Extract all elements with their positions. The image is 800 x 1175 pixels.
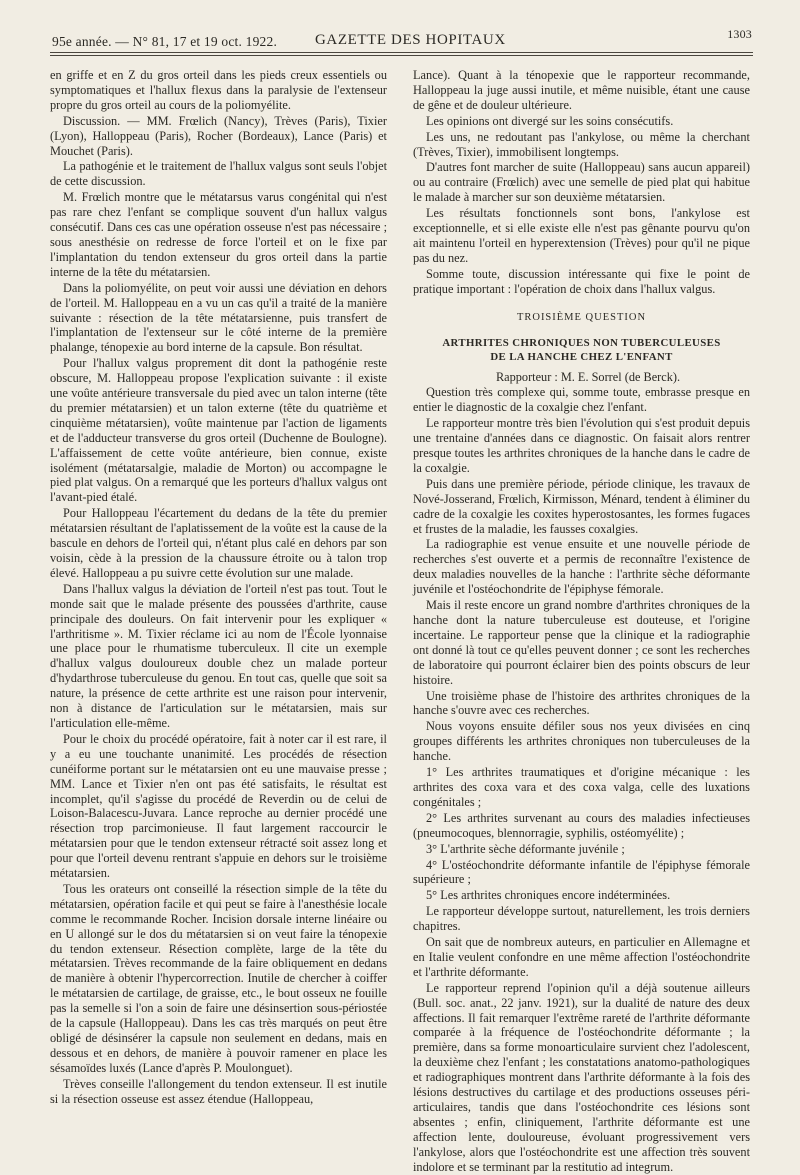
paragraph: Nous voyons ensuite défiler sous nos yeux divisées en cinq groupes différents les arthrites chroniques non tuberculeuses de la hanche. bbox=[413, 719, 750, 764]
right-column bbox=[413, 68, 750, 1174]
list-item: 2° Les arthrites survenant au cours des maladies infectieuses (pneumocoques, blennorragie, syphilis, ostéomyélite) ; bbox=[413, 810, 750, 840]
paragraph: Somme toute, discussion intéressante qui fixe le point de pratique important : l'opération de choix dans l'hallux valgus. bbox=[413, 266, 750, 296]
paragraph: Le rapporteur reprend l'opinion qu'il a déjà soutenue ailleurs (Bull. soc. anat., 22 janv. 1921), sur la dualité de nature des deux affections. Il fait remarquer l'extrême rareté de l'arthrite déformante comparée à la fréquence de l'ostéochondrite déformante ; la première, dans sa forme monoarticulaire survient chez l'adolescent, la deuxième chez l'enfant ; les constatations anatomo-pathologiques et radiographiques montrent dans l'arthrite déformante à la fois des lésions destructives du cartilage et des productions osseuses péri-articulaires, tandis que dans l'ostéochondrite ces lésions sont absentes ; enfin, cliniquement, l'arthrite déformante est une affection lente, douloureuse, évoluant progressivement vers l'ankylose, alors que l'ostéochondrite est une affection très souvent indolore et se terminant par la restitutio ad integrum. bbox=[413, 980, 750, 1174]
list-item: 5° Les arthrites chroniques encore indéterminées. bbox=[426, 888, 671, 903]
article-title bbox=[413, 336, 750, 364]
journal-title: GAZETTE DES HOPITAUX bbox=[315, 32, 506, 48]
paragraph: Question très complexe qui, somme toute, embrasse presque en entier le diagnostic de la coxalgie chez l'enfant. bbox=[413, 385, 750, 415]
article-title-line: DE LA HANCHE CHEZ L'ENFANT bbox=[490, 350, 673, 363]
paragraph: Tous les orateurs ont conseillé la résection simple de la tête du métatarsien, opération facile et qui peut se faire à l'anesthésie locale comme le recommande Rocher. Incision dorsale interne linéaire ou en U allongé sur le dos du métatarsien si on veut faire la ténopexie du tendon extenseur. Résection complète, large de la tête du métatarsien. Trèves recommande de la faire obliquement en dedans de manière à obtenir l'hypercorrection. Inutile de chercher à coiffer le métatarsien de cartilage, de graisse, etc., le bout osseux ne fouille pas la semelle si l'on a soin de faire une désinsertion sous-périostée de la capsule (Halloppeau). Dans les cas très marqués on peut être obligé de désinsérer la capsule non seulement en dedans, mais en dessous et en dehors, de manière à pouvoir ramener en place les sésamoïdes luxés (Lance d'après P. Moulonguet). bbox=[50, 881, 387, 1075]
paragraph: Lance). Quant à la ténopexie que le rapporteur recommande, Halloppeau la juge aussi inutile, et même nuisible, étant une cause de gêne et de douleur ultérieure. bbox=[413, 68, 750, 112]
paragraph: Le rapporteur montre très bien l'évolution qui s'est produit depuis une trentaine d'années dans ce diagnostic. On faisait alors rentrer presque toutes les arthrites chroniques de la hanche dans le cadre de la coxalgie. bbox=[413, 416, 750, 475]
paragraph: On sait que de nombreux auteurs, en particulier en Allemagne et en Italie veulent confondre en une même affection l'ostéochondrite et l'arthrite déformante. bbox=[413, 935, 750, 979]
paragraph: Les opinions ont divergé sur les soins consécutifs. bbox=[426, 113, 674, 128]
page-header bbox=[52, 27, 752, 52]
list-item: 1° Les arthrites traumatiques et d'origine mécanique : les arthrites des coxa vara et des coxa valga, celle des luxations congénitales ; bbox=[413, 765, 750, 809]
paragraph: La pathogénie et le traitement de l'hallux valgus sont seuls l'objet de cette discussion. bbox=[50, 159, 387, 189]
paragraph: Le rapporteur développe surtout, naturellement, les trois derniers chapitres. bbox=[413, 904, 750, 934]
paragraph: Puis dans une première période, période clinique, les travaux de Nové-Josserand, Frœlich, Kirmisson, Ménard, tendent à éliminer du cadre de la coxalgie les coxites hyperostosantes, les formes fugaces et frustes de la maladie, les fausses coxalgies. bbox=[413, 476, 750, 536]
page-number: 1303 bbox=[727, 27, 752, 41]
paragraph: en griffe et en Z du gros orteil dans les pieds creux essentiels ou symptomatiques et l'hallux flexus dans la paralysie de l'extenseur propre du gros orteil au cours de la poliomyélite. bbox=[50, 68, 387, 112]
section-heading: TROISIÈME QUESTION bbox=[516, 311, 647, 323]
paragraph: Les uns, ne redoutant pas l'ankylose, ou même la cherchant (Trèves, Tixier), immobilisent longtemps. bbox=[413, 129, 750, 159]
header-rule-thin bbox=[50, 55, 753, 56]
list-item: 4° L'ostéochondrite déformante infantile de l'épiphyse fémorale supérieure ; bbox=[413, 857, 750, 887]
paragraph: Trèves conseille l'allongement du tendon extenseur. Il est inutile si la résection osseuse est assez étendue (Halloppeau, bbox=[50, 1076, 387, 1106]
left-column bbox=[50, 68, 387, 1116]
paragraph: Dans la poliomyélite, on peut voir aussi une déviation en dehors de l'orteil. M. Halloppeau en a vu un cas qu'il a traité de la manière suivante : résection de la tête métatarsienne, puis transfert de l'implantation de l'extenseur sur le côté interne de la première phalange, ténopexie au bord interne de la capsule. Bon résultat. bbox=[50, 280, 387, 355]
paragraph: Les résultats fonctionnels sont bons, l'ankylose est exceptionnelle, et si elle existe elle n'est pas gênante pourvu qu'on ait maintenu l'orteil en hyperextension (Trèves) pour qu'il ne pique pas du nez. bbox=[413, 206, 750, 265]
paragraph: Une troisième phase de l'histoire des arthrites chroniques de la hanche s'ouvre avec ces recherches. bbox=[413, 688, 750, 718]
article-title-line: ARTHRITES CHRONIQUES NON TUBERCULEUSES bbox=[442, 336, 721, 349]
paragraph: Pour l'hallux valgus proprement dit dont la pathogénie reste obscure, M. Halloppeau propose l'explication suivante : il existe une voûte antérieure transversale du pied avec un talon interne (tête du premier métatarsien) et un talon externe (tête du quatrième et cinquième métatarsien), voûte maintenue par l'action de ligaments et de l'adducteur transverse du gros orteil (Duchenne de Boulogne). L'affaissement de cette voûte antérieure, bien connue, existe isolément (métatarsalgie, maladie de Morton) ou accompagne le pied plat valgus. On a remarqué que les porteurs d'hallux valgus ont l'avant-pied étalé. bbox=[50, 356, 387, 505]
paragraph: D'autres font marcher de suite (Halloppeau) sans aucun appareil) ou au contraire (Frœlich) avec une semelle de pied plat qui habitue le malade à marcher sur son deuxième métatarsien. bbox=[413, 160, 750, 205]
paragraph: Pour Halloppeau l'écartement du dedans de la tête du premier métatarsien résultant de l'aplatissement de la voûte est la cause de la bascule en dehors de l'orteil qui, n'étant plus calé en dehors par son voisin, cède à la pression de la chaussure étroite ou à talon trop élevé. Halloppeau a pu suivre cette évolution sur une malade. bbox=[50, 506, 387, 580]
list-item: 3° L'arthrite sèche déformante juvénile ; bbox=[426, 841, 625, 856]
paragraph: La radiographie est venue ensuite et une nouvelle période de recherches s'est ouverte et a permis de reconnaître l'existence de deux maladies nouvelles de la hanche : l'arthrite sèche déformante juvénile et l'ostéochondrite de l'épiphyse fémorale. bbox=[413, 537, 750, 597]
issue-info: 95e année. — N° 81, 17 et 19 oct. 1922. bbox=[52, 34, 278, 49]
header-rule bbox=[50, 52, 753, 53]
paragraph: Mais il reste encore un grand nombre d'arthrites chroniques de la hanche dont la nature tuberculeuse est douteuse, et l'origine incertaine. Le rapporteur pense que la clinique et la radiographie ont donné là tout ce qu'elles peuvent donner ; ce sont les recherches de laboratoire qui pourront éclairer bien des points obscurs de leur histoire. bbox=[413, 598, 750, 687]
paragraph: Discussion. — MM. Frœlich (Nancy), Trèves (Paris), Tixier (Lyon), Halloppeau (Paris), Rocher (Bordeaux), Lance (Paris) et Mouchet (Paris). bbox=[50, 113, 387, 158]
paragraph: M. Frœlich montre que le métatarsus varus congénital qui n'est pas rare chez l'enfant se complique souvent d'un hallux valgus consécutif. Dans ces cas une opération osseuse n'est pas nécessaire ; sous anesthésie on redresse de force l'orteil et on le fixe par l'implantation du tendon extenseur du gros orteil dans la partie interne de la tête du métatarsien. bbox=[50, 190, 387, 279]
rapporteur-line: Rapporteur : M. E. Sorrel (de Berck). bbox=[495, 369, 681, 384]
paragraph: Pour le choix du procédé opératoire, fait à noter car il est rare, il y a eu une touchante unanimité. Les procédés de résection cunéiforme portant sur le métatarsien ont eu une mauvaise presse ; MM. Lance et Tixier n'en ont pas été satisfaits, le résultat est incomplet, qu'il s'agisse du procédé de Reverdin ou de celui de Loison-Balacescu-Juvara. Lance reproche au dernier procédé une résection trop parcimonieuse. Il faut largement raccourcir le métatarsien pour que le tendon extenseur rétracté soit assez long et pour que l'orteil devenu rentrant s'appuie en dehors sur le troisième métatarsien. bbox=[50, 731, 387, 881]
paragraph: Dans l'hallux valgus la déviation de l'orteil n'est pas tout. Tout le monde sait que le malade présente des poussées d'arthrite, cause principale des douleurs. On fait intervenir pour les expliquer « l'arthritisme ». M. Tixier réclame ici au nom de l'École lyonnaise une place pour le rhumatisme tuberculeux. Il cite un exemple d'hallux valgus douloureux double chez un malade porteur d'hydarthrose tuberculeuse du genou. En tout cas, quelle que soit sa nature, la présence de cette arthrite est une raison pour intervenir, non à distance de l'articulation sur le métatarsien, mais sur l'articulation elle-même. bbox=[50, 581, 387, 730]
